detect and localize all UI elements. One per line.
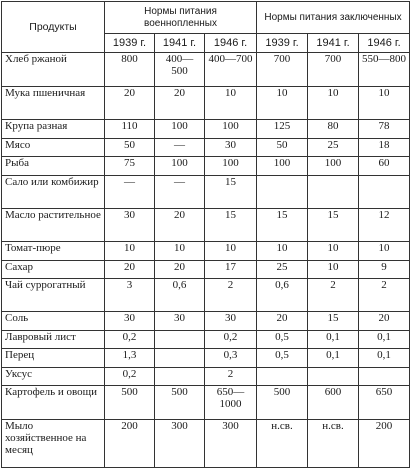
value-cell: 20 (105, 261, 155, 279)
value-cell: 500 (105, 386, 155, 420)
product-cell: Картофель и овощи (2, 386, 105, 420)
value-cell: 25 (257, 261, 308, 279)
value-cell: 15 (205, 209, 257, 242)
value-cell: 30 (205, 312, 257, 331)
table-row (2, 176, 410, 209)
value-cell: 30 (205, 139, 257, 157)
value-cell: 0,6 (257, 279, 308, 312)
value-cell: 15 (257, 209, 308, 242)
value-cell: 0,1 (308, 349, 359, 368)
header-year: 1946 г. (359, 34, 410, 53)
value-cell: 0,2 (105, 368, 155, 386)
product-cell: Уксус (2, 368, 105, 386)
value-cell: 10 (308, 261, 359, 279)
value-cell: 10 (308, 87, 359, 120)
value-cell: 20 (155, 209, 205, 242)
value-cell: 20 (155, 87, 205, 120)
value-cell: 100 (205, 157, 257, 176)
value-cell: — (155, 139, 205, 157)
product-cell: Томат-пюре (2, 242, 105, 261)
value-cell: н.св. (308, 420, 359, 468)
value-cell: 0,1 (359, 331, 410, 349)
value-cell: 200 (105, 420, 155, 468)
header-row-groups (2, 2, 410, 34)
header-year: 1939 г. (257, 34, 308, 53)
value-cell: 125 (257, 120, 308, 139)
table-body (2, 53, 410, 468)
table-row (2, 120, 410, 139)
value-cell: — (155, 176, 205, 209)
value-cell: 15 (308, 209, 359, 242)
header-group-pow: Нормы питания военнопленных (105, 2, 257, 34)
table-row (2, 139, 410, 157)
value-cell: 60 (359, 157, 410, 176)
value-cell: 0,5 (257, 349, 308, 368)
value-cell: 50 (257, 139, 308, 157)
value-cell: н.св. (257, 420, 308, 468)
value-cell: 20 (359, 312, 410, 331)
value-cell: 10 (205, 242, 257, 261)
table-row (2, 209, 410, 242)
value-cell: 700 (308, 53, 359, 87)
value-cell: 600 (308, 386, 359, 420)
product-cell: Хлеб ржаной (2, 53, 105, 87)
value-cell: 15 (205, 176, 257, 209)
product-cell: Соль (2, 312, 105, 331)
header-products: Продукты (2, 2, 105, 53)
value-cell: 500 (257, 386, 308, 420)
product-cell: Мыло хозяйственное на месяц (2, 420, 105, 468)
header-year: 1941 г. (155, 34, 205, 53)
value-cell: 2 (205, 279, 257, 312)
value-cell: 20 (105, 87, 155, 120)
value-cell: 100 (155, 120, 205, 139)
value-cell (257, 176, 308, 209)
product-cell: Мясо (2, 139, 105, 157)
value-cell: 18 (359, 139, 410, 157)
value-cell (155, 368, 205, 386)
table-row (2, 242, 410, 261)
value-cell: 200 (359, 420, 410, 468)
value-cell: 100 (308, 157, 359, 176)
value-cell: 10 (359, 87, 410, 120)
value-cell: 9 (359, 261, 410, 279)
value-cell: 20 (257, 312, 308, 331)
header-year: 1941 г. (308, 34, 359, 53)
value-cell: 10 (105, 242, 155, 261)
product-cell: Перец (2, 349, 105, 368)
value-cell: 550—800 (359, 53, 410, 87)
value-cell: 300 (155, 420, 205, 468)
value-cell: 50 (105, 139, 155, 157)
table-row (2, 279, 410, 312)
value-cell: 400—500 (155, 53, 205, 87)
value-cell: — (105, 176, 155, 209)
product-cell: Чай суррогатный (2, 279, 105, 312)
value-cell (359, 176, 410, 209)
value-cell: 12 (359, 209, 410, 242)
value-cell: 400—700 (205, 53, 257, 87)
value-cell: 0,2 (205, 331, 257, 349)
value-cell: 78 (359, 120, 410, 139)
value-cell: 650—1000 (205, 386, 257, 420)
value-cell: 20 (155, 261, 205, 279)
value-cell: 2 (308, 279, 359, 312)
value-cell: 0,6 (155, 279, 205, 312)
value-cell: 800 (105, 53, 155, 87)
table-row (2, 157, 410, 176)
product-cell: Крупа разная (2, 120, 105, 139)
table-row (2, 312, 410, 331)
value-cell: 100 (257, 157, 308, 176)
food-norms-table (1, 1, 410, 468)
table-row (2, 368, 410, 386)
product-cell: Мука пшеничная (2, 87, 105, 120)
value-cell (359, 368, 410, 386)
value-cell: 0,1 (359, 349, 410, 368)
value-cell: 80 (308, 120, 359, 139)
header-year: 1939 г. (105, 34, 155, 53)
value-cell: 0,3 (205, 349, 257, 368)
value-cell: 0,1 (308, 331, 359, 349)
value-cell: 30 (105, 209, 155, 242)
table-row (2, 386, 410, 420)
value-cell (155, 349, 205, 368)
value-cell: 17 (205, 261, 257, 279)
value-cell: 75 (105, 157, 155, 176)
value-cell: 700 (257, 53, 308, 87)
product-cell: Лавровый лист (2, 331, 105, 349)
value-cell (257, 368, 308, 386)
value-cell (308, 368, 359, 386)
product-cell: Сахар (2, 261, 105, 279)
value-cell: 300 (205, 420, 257, 468)
value-cell: 10 (155, 242, 205, 261)
header-year: 1946 г. (205, 34, 257, 53)
product-cell: Масло растительное (2, 209, 105, 242)
product-cell: Сало или комбижир (2, 176, 105, 209)
table-row (2, 420, 410, 468)
value-cell: 650 (359, 386, 410, 420)
value-cell: 0,2 (105, 331, 155, 349)
table-row (2, 87, 410, 120)
value-cell: 100 (155, 157, 205, 176)
value-cell: 30 (105, 312, 155, 331)
value-cell: 0,5 (257, 331, 308, 349)
value-cell: 110 (105, 120, 155, 139)
value-cell: 15 (308, 312, 359, 331)
value-cell: 10 (359, 242, 410, 261)
value-cell: 25 (308, 139, 359, 157)
value-cell: 2 (359, 279, 410, 312)
value-cell: 2 (205, 368, 257, 386)
table-row (2, 331, 410, 349)
product-cell: Рыба (2, 157, 105, 176)
value-cell: 10 (257, 87, 308, 120)
value-cell (308, 176, 359, 209)
table-row (2, 349, 410, 368)
value-cell: 10 (308, 242, 359, 261)
value-cell: 500 (155, 386, 205, 420)
value-cell (155, 331, 205, 349)
value-cell: 3 (105, 279, 155, 312)
table-row (2, 261, 410, 279)
value-cell: 100 (205, 120, 257, 139)
value-cell: 1,3 (105, 349, 155, 368)
value-cell: 10 (257, 242, 308, 261)
value-cell: 10 (205, 87, 257, 120)
header-group-prisoners: Нормы питания заключенных (257, 2, 410, 34)
table-row (2, 53, 410, 87)
value-cell: 30 (155, 312, 205, 331)
